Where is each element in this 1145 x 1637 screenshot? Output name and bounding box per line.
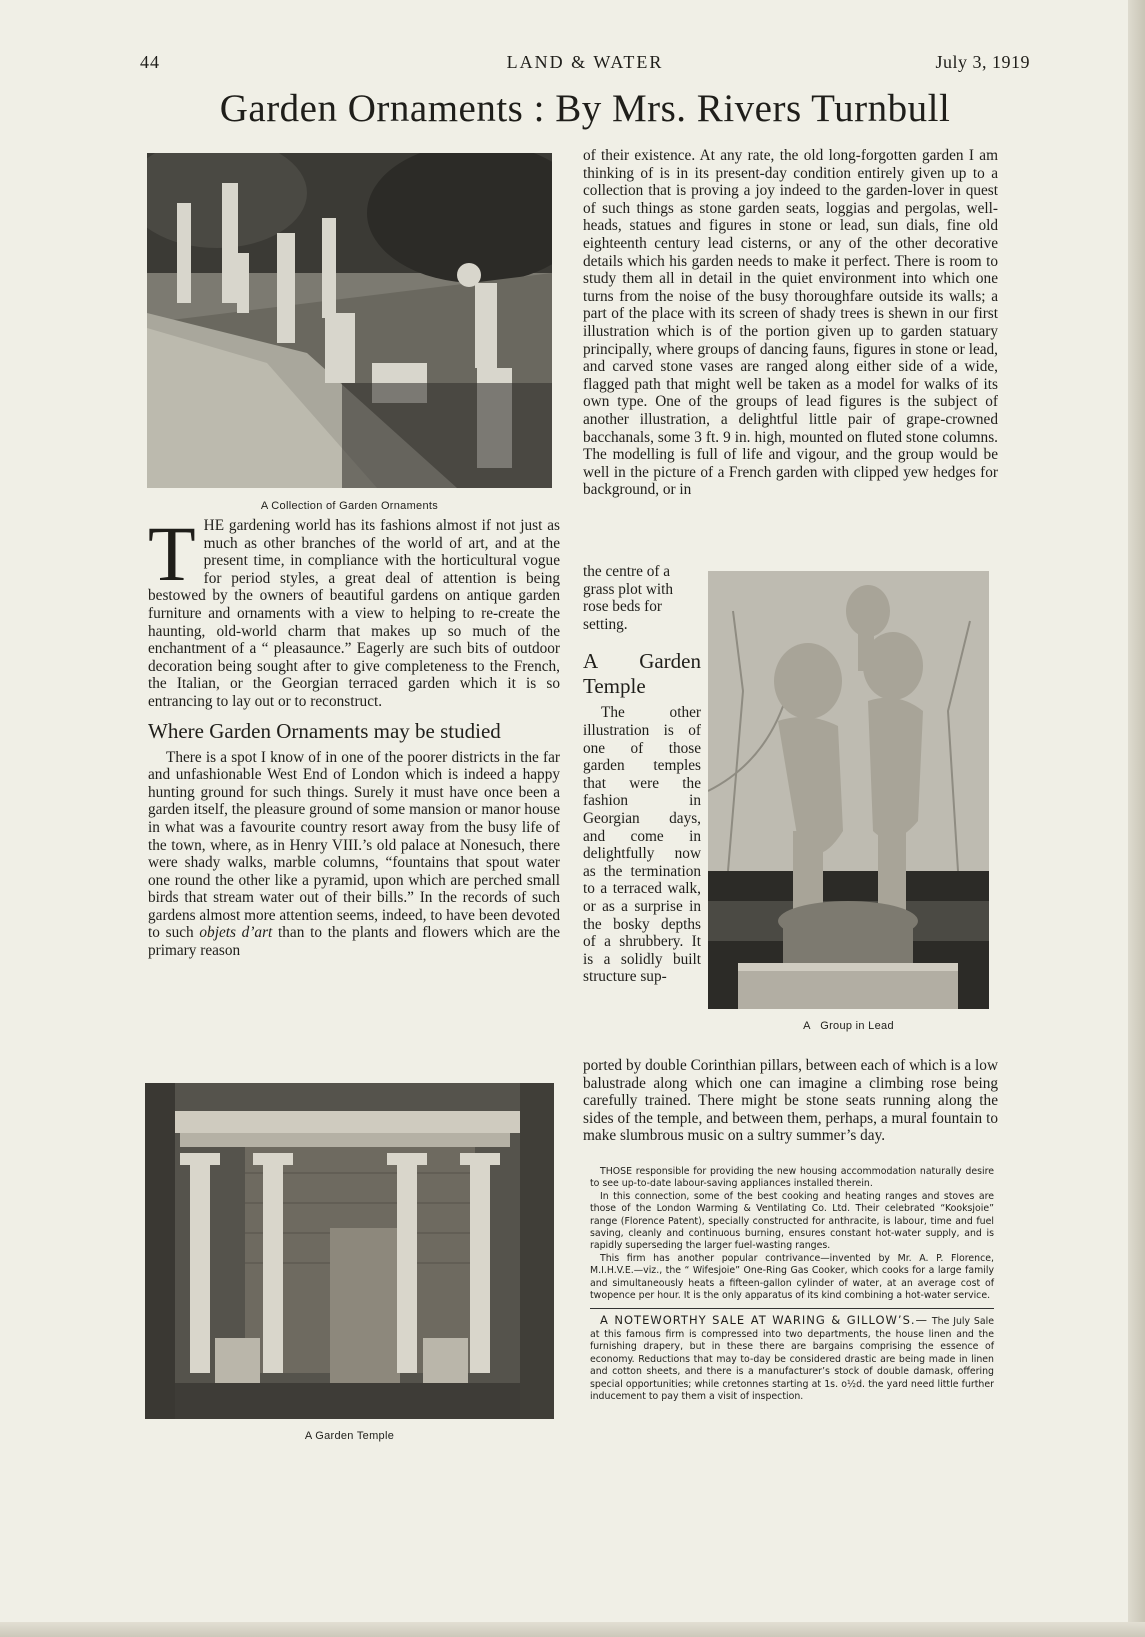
paragraph-pillars: ported by double Corinthian pillars, between each of which is a low balustrade along which one can imagine a climbing rose being carefully trained. There might be stone seats running along the sides of the temple, and between them, perhaps, a mural fountain to make slumbrous music on a sultry summer’s day. bbox=[583, 1057, 998, 1145]
notice-warming-ventilating: In this connection, some of the best cooking and heating ranges and stoves are those of the London Warming & Ventilating Co. Ltd. Their celebrated “Kooksjoie” range (Florence Patent), specially constructed for anthracite, is labour, time and fuel saving, cleanly and continuous burning, ensures constant hot-water supply, and is rapidly superseding the larger fuel-wasting ranges. bbox=[590, 1190, 994, 1252]
notice-divider bbox=[590, 1308, 994, 1309]
photo-collection-of-ornaments bbox=[147, 153, 552, 488]
paragraph-grass-plot: the centre of a grass plot with rose beds for setting. bbox=[583, 563, 674, 633]
intro-paragraph: HE gardening world has its fashions almost if not just as much as other branches of the world of art, and at the present time, in compliance with the horticultural vogue for period styles, a great deal of attention is being bestowed by the owners of beautiful gardens on antique garden furniture and ornaments with a view to helping to re-create the haunting, old-world charm that makes up so much of the enchantment of a “ pleasaunce.” Eagerly are such bits of outdoor decoration being sought after to give completeness to the French, the Italian, or the Georgian terraced garden which it is so entrancing to lay out or to reconstruct. bbox=[148, 517, 560, 710]
magazine-title: LAND & WATER bbox=[506, 52, 664, 72]
drop-cap: T bbox=[148, 510, 196, 597]
photo-garden-temple bbox=[145, 1083, 554, 1419]
paragraph-temple: The other illustration is of one of those garden temples that were the fashion in Georgian days, and come in delightfully now as the termination to a terraced walk, or as a surprise in the bosky depths of a shrubbery. It is a solidly built structure sup- bbox=[583, 704, 701, 986]
paragraph-existence: of their existence. At any rate, the old long-forgotten garden I am thinking of is in its present-day condition entirely given up to a collection that is proving a joy indeed to the garden-lover in quest of such things as stone garden seats, loggias and pergolas, well-heads, statues and figures in stone or lead, sun dials, fine old eighteenth century lead cisterns, or any of the other decorative details which his garden needs to make it perfect. There is room to study them all in detail in the quiet environment into which one turns from the noise of the busy thoroughfare outside its walls; a part of the place with its screen of shady trees is shewn in our first illustration which is of the portion given up to garden statuary principally, where groups of dancing fauns, figures in stone or lead, and carved stone vases are ranged along either side of a wide, flagged path that might well be taken as a model for walks of its own type. One of the groups of lead figures is the subject of another illustration, a delightful little pair of grape-crowned bacchanals, some 3 ft. 9 in. high, mounted on fluted stone columns. The modelling is full of life and vigour, and the group would be well in the picture of a French garden with clipped yew hedges for background, or in bbox=[583, 147, 998, 499]
subheading-garden-temple: A Garden Temple bbox=[583, 649, 701, 699]
page-edge-right bbox=[1128, 0, 1145, 1637]
caption-group-in-lead: A Group in Lead bbox=[803, 1020, 894, 1032]
page-edge-bottom bbox=[0, 1622, 1145, 1637]
notice-housing-intro: THOSE responsible for providing the new housing accommodation naturally desire to see up-to-date labour-saving appliances installed therein. bbox=[590, 1166, 994, 1190]
caption-temple: A Garden Temple bbox=[304, 1430, 395, 1442]
right-column-top bbox=[583, 147, 998, 499]
article-title: Garden Ornaments : By Mrs. Rivers Turnbull bbox=[219, 87, 951, 130]
caption-collection: A Collection of Garden Ornaments bbox=[260, 500, 439, 512]
issue-date: July 3, 1919 bbox=[935, 52, 1030, 72]
notice-wifesjoie: This firm has another popular contrivance—invented by Mr. A. P. Florence, M.I.H.V.E.—viz., the “ Wifesjoie” One-Ring Gas Cooker, which cooks for a large family and simultaneously heats a fifteen-gallon cylinder of water, at an average cost of twopence per hour. It is the only apparatus of its kind combining a hot-water service. bbox=[590, 1252, 994, 1302]
paragraph-spot: There is a spot I know of in one of the poorer districts in the far and unfashionable West End of London which is indeed a happy hunting ground for such things. Surely it must have once been a garden itself, the pleasure ground of some mansion or manor house in what was a favourite country resort away from the busy life of the town, where, as in Henry VIII.’s old palace at Nonesuch, there were shady walks, marble columns, “fountains that spout water one round the other like a pyramid, upon which are perched small birds that stream water out of their bills.” In the records of such gardens almost more attention seems, indeed, to have been devoted to such objets d’art than to the plants and flowers which are the primary reason bbox=[148, 748, 561, 960]
page-number: 44 bbox=[140, 52, 160, 72]
left-column bbox=[148, 510, 561, 960]
right-column-bottom bbox=[583, 1057, 998, 1145]
photo-group-in-lead bbox=[708, 571, 989, 1009]
advertorial-notices bbox=[590, 1166, 994, 1403]
subheading-where-ornaments: Where Garden Ornaments may be studied bbox=[148, 718, 501, 743]
notice-waring-gillow: A NOTEWORTHY SALE AT WARING & GILLOW’S.— The July Sale at this famous firm is compressed into two departments, the house linen and the furnishing drapery, but in these there are bargains comprising the essence of economy. Reductions that may to-day be considered drastic are being made in linen and cotton sheets, and there is a manufacturer’s stock of double damask, offering special opportunities; while cretonnes starting at 1s. o½d. the yard need little further inducement to pay them a visit of inspection. bbox=[590, 1313, 994, 1402]
page-header bbox=[140, 52, 1030, 76]
right-narrow-column bbox=[583, 563, 701, 986]
